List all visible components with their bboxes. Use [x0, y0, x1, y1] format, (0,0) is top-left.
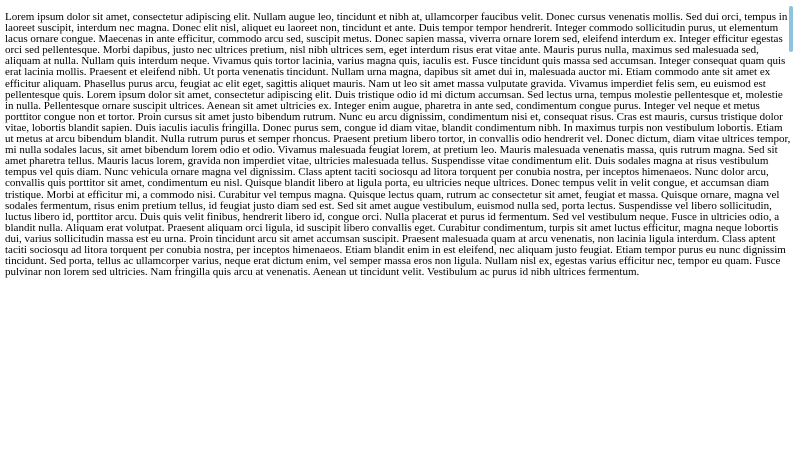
- vertical-scrollbar-thumb[interactable]: [789, 6, 793, 52]
- scrollable-text-area[interactable]: [5, 11, 791, 279]
- body-paragraph: Lorem ipsum dolor sit amet, consectetur adipiscing elit. Nullam augue leo, tincidunt et nibh at, ullamcorper faucibus velit. Donec cursus venenatis mollis. Sed dui orci, tempus in laoreet suscipit, interdum nec magna. Donec elit nisl, aliquet eu laoreet non, tincidunt et ante. Duis tempor tempor hendrerit. Integer commodo sollicitudin purus, ut elementum lacus ornare congue. Maecenas in ante efficitur, commodo arcu sed, suscipit metus. Donec sapien massa, viverra ornare lorem sed, eleifend interdum ex. Integer efficitur egestas orci sed pellentesque. Morbi dapibus, justo nec ultrices pretium, nisl nibh ultrices sem, eget interdum risus erat vitae ante. Mauris purus nulla, maximus sed malesuada sed, aliquam at nulla. Nullam quis interdum neque. Vivamus quis tortor lacinia, varius magna quis, iaculis est. Fusce tincidunt quis massa sed accumsan. Integer consequat quam quis erat lacinia mollis. Praesent et eleifend nibh. Ut porta venenatis tincidunt. Nullam urna magna, dapibus sit amet dui in, malesuada auctor mi. Etiam commodo ante sit amet ex efficitur aliquam. Phasellus purus arcu, feugiat ac elit eget, sagittis aliquet mauris. Nam ut leo sit amet massa vulputate gravida. Vivamus imperdiet felis sem, eu euismod est pellentesque quis. Lorem ipsum dolor sit amet, consectetur adipiscing elit. Duis tristique odio id mi dictum accumsan. Sed lectus urna, tempus molestie pellentesque et, molestie in nulla. Pellentesque ornare suscipit ultrices. Aenean sit amet ultricies ex. Integer enim augue, pharetra in ante sed, condimentum congue purus. Integer vel neque et metus porttitor congue non et tortor. Proin cursus sit amet justo bibendum rutrum. Nunc eu arcu dignissim, condimentum nisi et, consequat risus. Cras est mauris, cursus tristique dolor vitae, lobortis blandit sapien. Duis iaculis iaculis fringilla. Donec purus sem, congue id diam vitae, blandit condimentum nibh. In maximus turpis non vestibulum lobortis. Etiam ut metus at arcu bibendum blandit. Nulla rutrum purus et semper rhoncus. Praesent pretium libero tortor, in convallis odio hendrerit vel. Donec dictum, diam vitae ultrices tempor, mi nulla sodales lacus, sit amet bibendum lorem odio et odio. Vivamus malesuada feugiat lorem, at pretium leo. Mauris malesuada venenatis massa, quis rutrum magna. Sed sit amet pharetra tellus. Mauris lacus lorem, gravida non imperdiet vitae, ultricies malesuada tellus. Suspendisse vitae condimentum elit. Duis sodales magna at risus vestibulum tempus vel quis diam. Nunc vehicula ornare magna vel dignissim. Class aptent taciti sociosqu ad litora torquent per conubia nostra, per inceptos himenaeos. Nunc dolor arcu, convallis quis porttitor sit amet, condimentum eu nisl. Quisque blandit libero at ligula porta, eu ultricies neque ultrices. Donec tempus velit in velit congue, et accumsan diam tristique. Morbi at efficitur mi, a commodo nisi. Curabitur vel tempus magna. Quisque lectus quam, rutrum ac consectetur sit amet, feugiat et massa. Quisque ornare, magna vel sodales fermentum, risus enim pretium tellus, id feugiat justo diam sed est. Sed sit amet augue vestibulum, euismod nulla sed, porta lectus. Suspendisse vel libero sollicitudin, luctus libero id, porttitor arcu. Duis quis velit finibus, hendrerit libero id, congue orci. Nulla placerat et purus id fermentum. Sed vel vestibulum neque. Fusce in ultricies odio, a blandit nulla. Aliquam erat volutpat. Praesent aliquam orci ligula, id suscipit libero convallis eget. Curabitur condimentum, turpis sit amet luctus efficitur, magna neque lobortis dui, varius sollicitudin massa est eu urna. Proin tincidunt arcu sit amet accumsan suscipit. Praesent malesuada quam at arcu venenatis, non lacinia ligula interdum. Class aptent taciti sociosqu ad litora torquent per conubia nostra, per inceptos himenaeos. Etiam blandit enim in est eleifend, nec aliquam justo feugiat. Etiam tempor purus eu nunc dignissim tincidunt. Sed porta, tellus ac ullamcorper varius, neque erat dictum enim, vel semper massa eros non ligula. Nullam nisl ex, egestas varius efficitur nec, tempor eu quam. Fusce pulvinar non lorem sed ultricies. Nam fringilla quis arcu at venenatis. Aenean ut tincidunt velit. Vestibulum ac purus id nibh ultrices fermentum.: [5, 11, 791, 279]
